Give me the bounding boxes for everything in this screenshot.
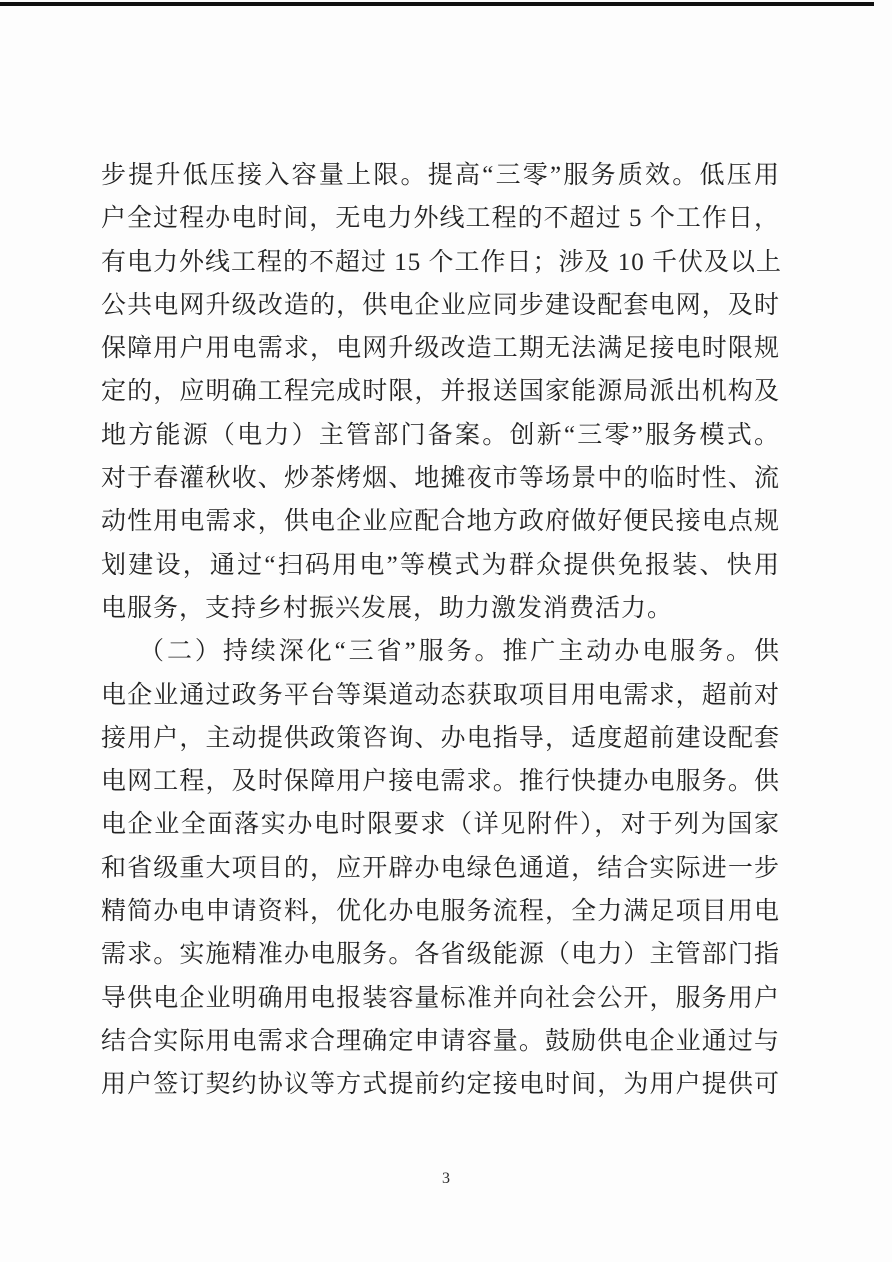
text-line: 电企业全面落实办电时限要求（详见附件），对于列为国家 [101, 811, 780, 839]
text-line-paragraph-start: （二）持续深化“三省”服务。推广主动办电服务。供 [139, 638, 780, 666]
text-line: 公共电网升级改造的，供电企业应同步建设配套电网，及时 [101, 291, 780, 319]
text-line: 接用户，主动提供政策咨询、办电指导，适度超前建设配套 [101, 724, 780, 752]
text-line: 定的，应明确工程完成时限，并报送国家能源局派出机构及 [101, 378, 780, 406]
text-line: 对于春灌秋收、炒茶烤烟、地摊夜市等场景中的临时性、流 [101, 465, 780, 493]
text-line: 地方能源（电力）主管部门备案。创新“三零”服务模式。 [101, 421, 780, 449]
text-line: 和省级重大项目的，应开辟办电绿色通道，结合实际进一步 [101, 854, 780, 882]
text-line: 动性用电需求，供电企业应配合地方政府做好便民接电点规 [101, 508, 780, 536]
text-line: 电企业通过政务平台等渠道动态获取项目用电需求，超前对 [101, 681, 780, 709]
page-number: 3 [442, 1170, 450, 1187]
text-line: 步提升低压接入容量上限。提高“三零”服务质效。低压用 [101, 162, 780, 189]
text-line: 有电力外线工程的不超过 15 个工作日；涉及 10 千伏及以上 [101, 248, 783, 276]
text-line: 导供电企业明确用电报装容量标准并向社会公开，服务用户 [101, 984, 780, 1012]
document-body [101, 154, 783, 1107]
text-line: 需求。实施精准办电服务。各省级能源（电力）主管部门指 [101, 941, 780, 969]
text-line: 精简办电申请资料，优化办电服务流程，全力满足项目用电 [101, 898, 780, 926]
text-line: 用户签订契约协议等方式提前约定接电时间，为用户提供可 [101, 1071, 780, 1099]
text-line: 划建设，通过“扫码用电”等模式为群众提供免报装、快用 [101, 551, 780, 579]
text-line: 结合实际用电需求合理确定申请容量。鼓励供电企业通过与 [101, 1027, 780, 1055]
text-line-paragraph-end: 电服务，支持乡村振兴发展，助力激发消费活力。 [101, 594, 674, 622]
text-line: 保障用户用电需求，电网升级改造工期无法满足接电时限规 [101, 335, 780, 363]
text-line: 户全过程办电时间，无电力外线工程的不超过 5 个工作日， [101, 205, 780, 233]
text-line: 电网工程，及时保障用户接电需求。推行快捷办电服务。供 [101, 768, 780, 796]
scan-top-edge-line [0, 2, 874, 6]
